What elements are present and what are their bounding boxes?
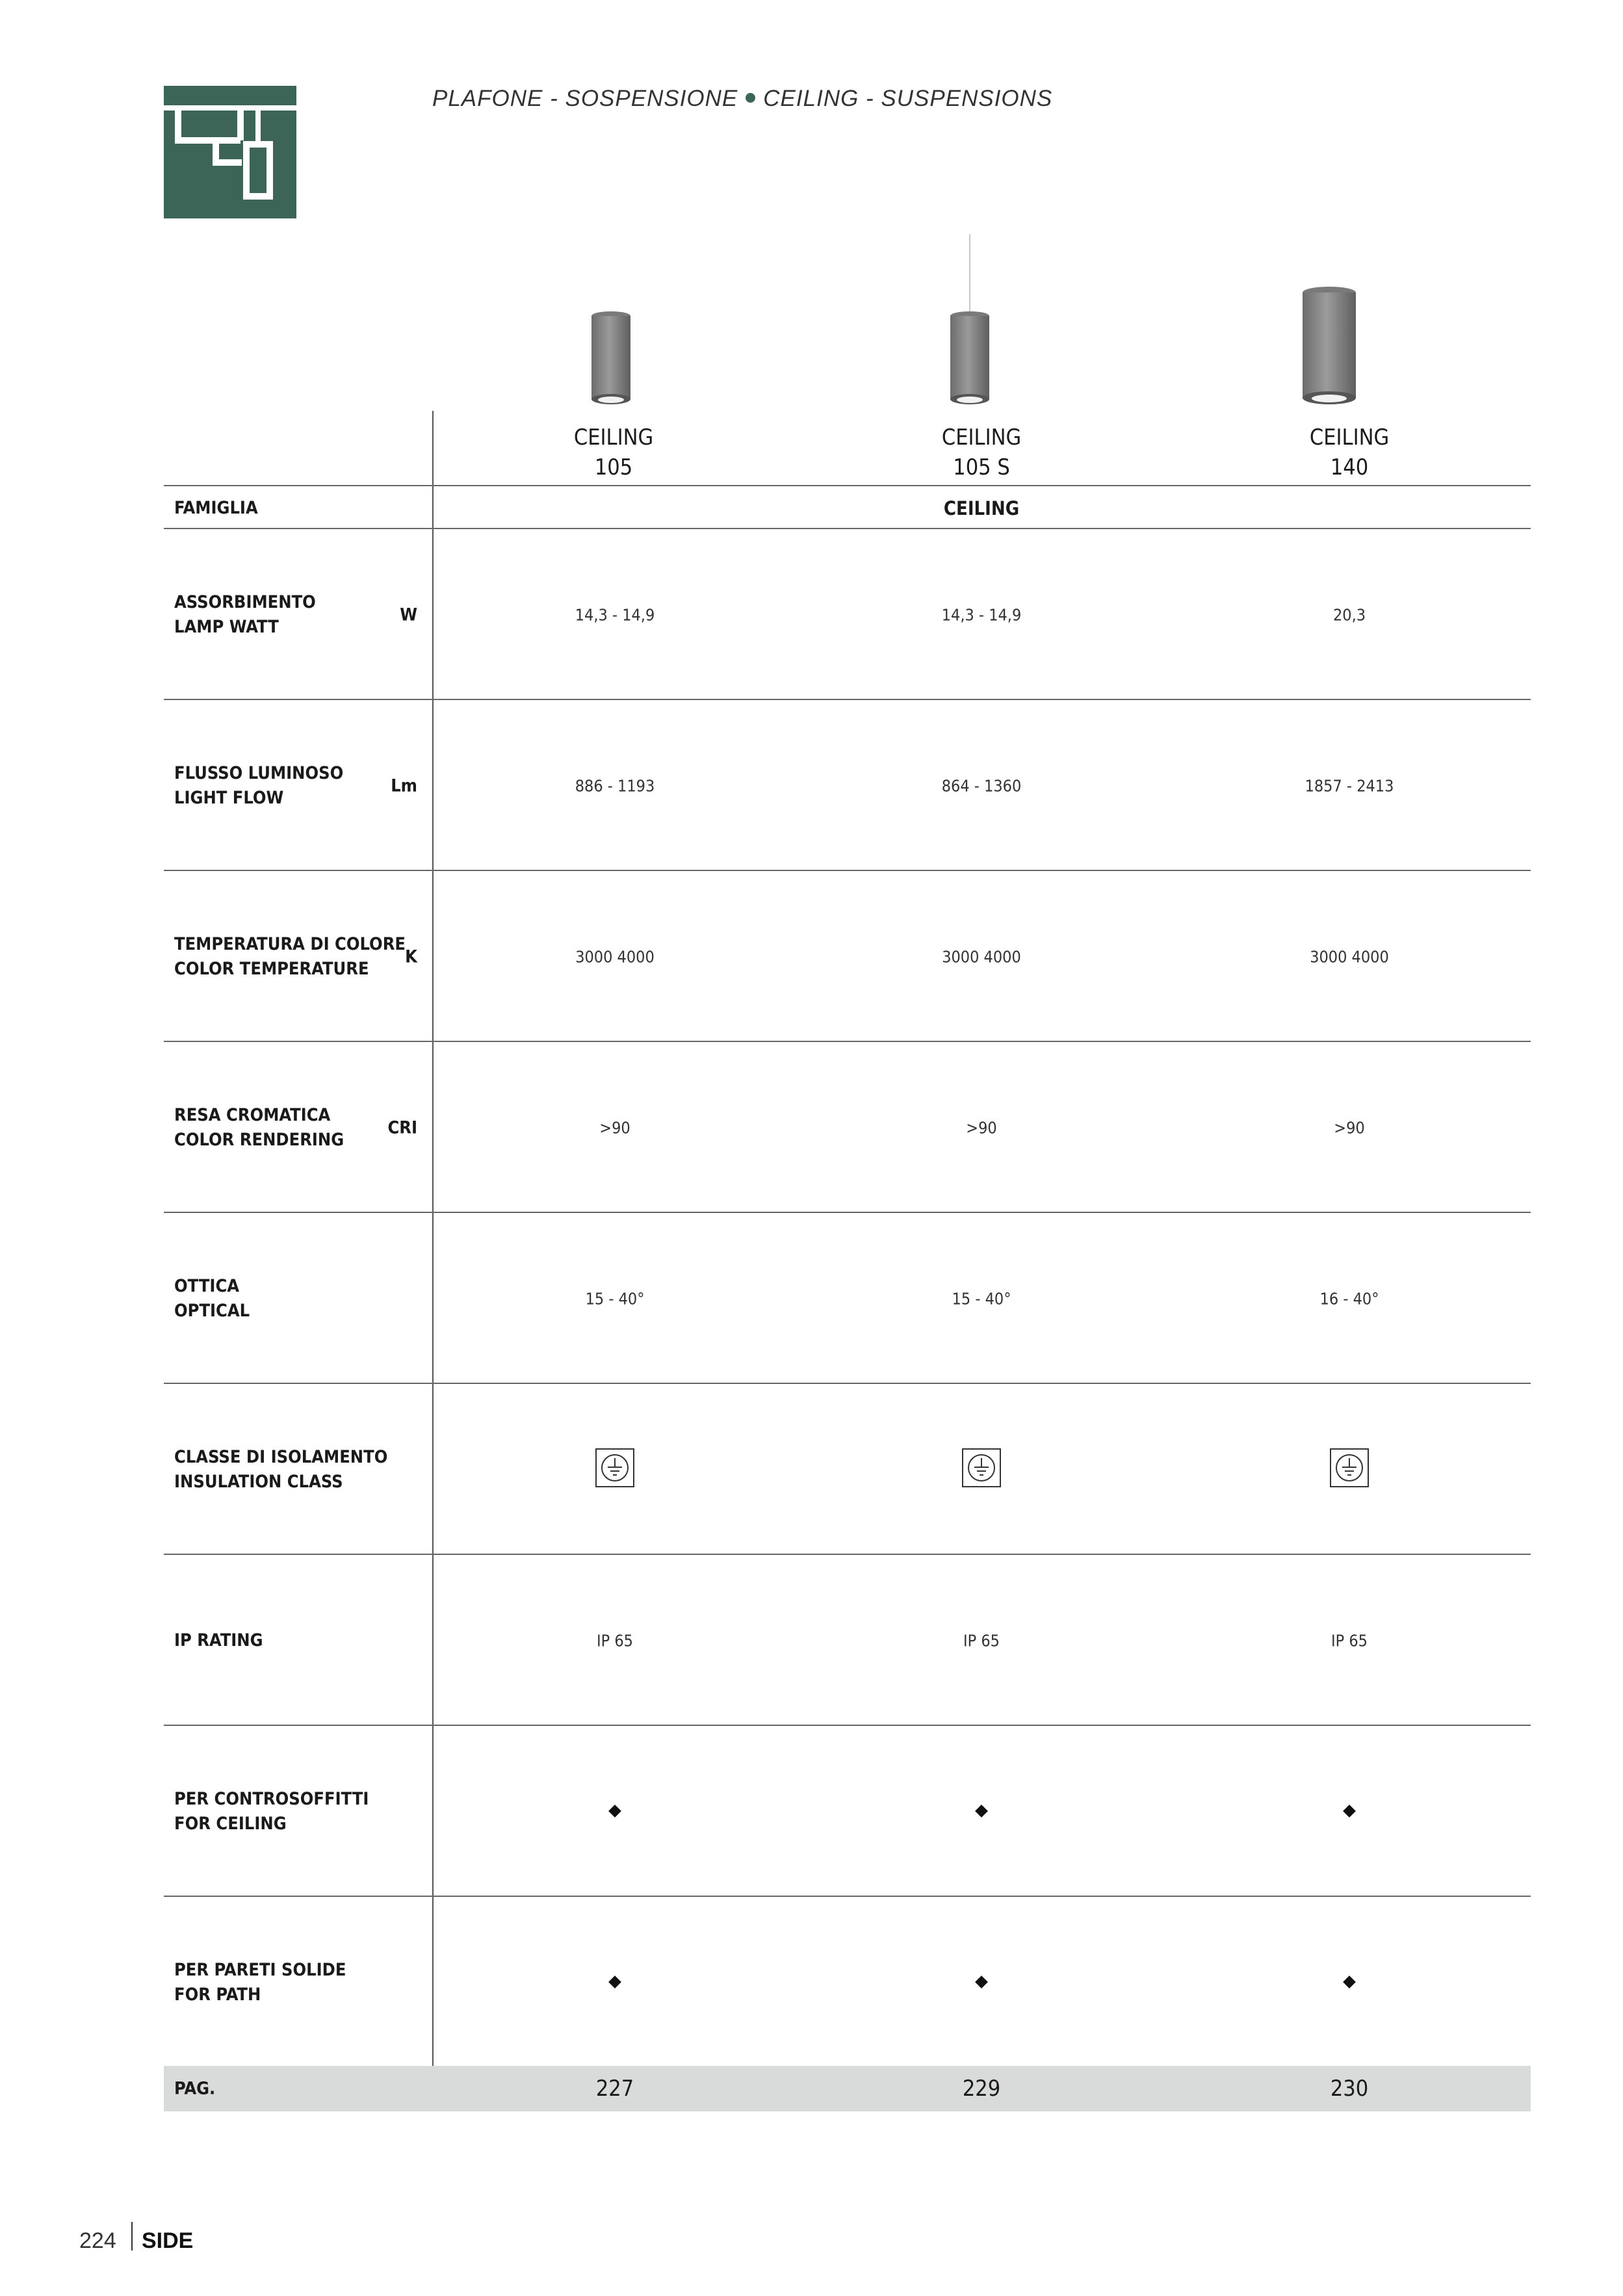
table-cell: 3000 4000 — [1310, 947, 1389, 967]
row-label-light-flow: FLUSSO LUMINOSO LIGHT FLOW — [174, 763, 344, 808]
table-cell: IP 65 — [1331, 1631, 1368, 1650]
row-label-lamp-watt: ASSORBIMENTO LAMP WATT — [174, 592, 316, 637]
ceiling-140-image — [1301, 286, 1357, 406]
table-cell: 3000 4000 — [575, 947, 655, 967]
page-reference-link[interactable]: 230 — [1330, 2076, 1369, 2102]
earth-ground-class-icon — [595, 1448, 635, 1488]
table-cell: 1857 - 2413 — [1305, 776, 1394, 796]
unit-label: Lm — [391, 776, 417, 796]
table-cell: IP 65 — [963, 1631, 1000, 1650]
diamond-icon — [608, 1976, 621, 1989]
table-cell: 15 - 40° — [585, 1289, 645, 1309]
table-divider — [164, 1554, 1531, 1555]
table-divider — [164, 1212, 1531, 1213]
row-label-famiglia: FAMIGLIA — [174, 498, 258, 518]
row-label-color-rendering: RESA CROMATICA COLOR RENDERING — [174, 1105, 344, 1150]
column-header-ceiling-105-s: CEILING 105 S — [941, 424, 1022, 480]
earth-ground-class-icon — [961, 1448, 1002, 1488]
table-divider-vertical — [432, 411, 434, 2067]
column-header-ceiling-105: CEILING 105 — [573, 424, 654, 480]
diamond-icon — [1343, 1976, 1356, 1989]
table-cell: >90 — [966, 1118, 997, 1138]
page-number: 224 — [79, 2228, 116, 2253]
row-label-optical: OTTICA OPTICAL — [174, 1276, 250, 1321]
row-label-ip-rating: IP RATING — [174, 1630, 263, 1650]
ceiling-105-image — [590, 311, 632, 406]
row-label-for-ceiling: PER CONTROSOFFITTI FOR CEILING — [174, 1789, 369, 1834]
table-cell: 16 - 40° — [1319, 1289, 1379, 1309]
famiglia-value: CEILING — [943, 497, 1020, 519]
table-cell: 14,3 - 14,9 — [575, 605, 655, 625]
section-header — [432, 86, 1052, 112]
unit-label: CRI — [387, 1117, 417, 1138]
table-divider — [164, 1383, 1531, 1384]
table-cell: 15 - 40° — [952, 1289, 1011, 1309]
table-divider — [164, 699, 1531, 700]
header-left: PLAFONE - SOSPENSIONE — [432, 86, 738, 111]
diamond-icon — [975, 1976, 988, 1989]
table-divider — [164, 485, 1531, 486]
table-cell: 3000 4000 — [942, 947, 1021, 967]
row-label-for-path: PER PARETI SOLIDE FOR PATH — [174, 1960, 346, 2005]
diamond-icon — [608, 1805, 621, 1818]
table-divider — [164, 870, 1531, 871]
ceiling-105-s-image — [949, 234, 991, 406]
table-cell: >90 — [1334, 1118, 1365, 1138]
table-cell: 864 - 1360 — [941, 776, 1022, 796]
brand-logo-icon — [164, 86, 296, 218]
earth-ground-class-icon — [1329, 1448, 1370, 1488]
footer-brand: SIDE — [142, 2228, 194, 2253]
header-right: CEILING - SUSPENSIONS — [763, 86, 1053, 111]
page-reference-bar — [164, 2066, 1531, 2111]
table-cell: IP 65 — [597, 1631, 633, 1650]
page-reference-label: PAG. — [174, 2078, 216, 2099]
row-label-color-temperature: TEMPERATURA DI COLORE COLOR TEMPERATURE — [174, 934, 406, 979]
diamond-icon — [1343, 1805, 1356, 1818]
unit-label: W — [400, 605, 417, 625]
unit-label: K — [405, 946, 417, 967]
table-divider — [164, 1041, 1531, 1042]
row-label-insulation-class: CLASSE DI ISOLAMENTO INSULATION CLASS — [174, 1447, 388, 1492]
table-cell: 20,3 — [1332, 605, 1366, 625]
table-divider — [164, 1896, 1531, 1897]
table-cell: >90 — [599, 1118, 630, 1138]
table-cell: 886 - 1193 — [575, 776, 655, 796]
page-reference-link[interactable]: 229 — [962, 2076, 1001, 2102]
page-reference-link[interactable]: 227 — [595, 2076, 634, 2102]
table-divider — [164, 528, 1531, 529]
bullet-icon — [746, 93, 755, 103]
diamond-icon — [975, 1805, 988, 1818]
table-divider — [164, 1725, 1531, 1726]
footer-divider — [131, 2222, 133, 2250]
table-cell: 14,3 - 14,9 — [941, 605, 1022, 625]
column-header-ceiling-140: CEILING 140 — [1309, 424, 1390, 480]
